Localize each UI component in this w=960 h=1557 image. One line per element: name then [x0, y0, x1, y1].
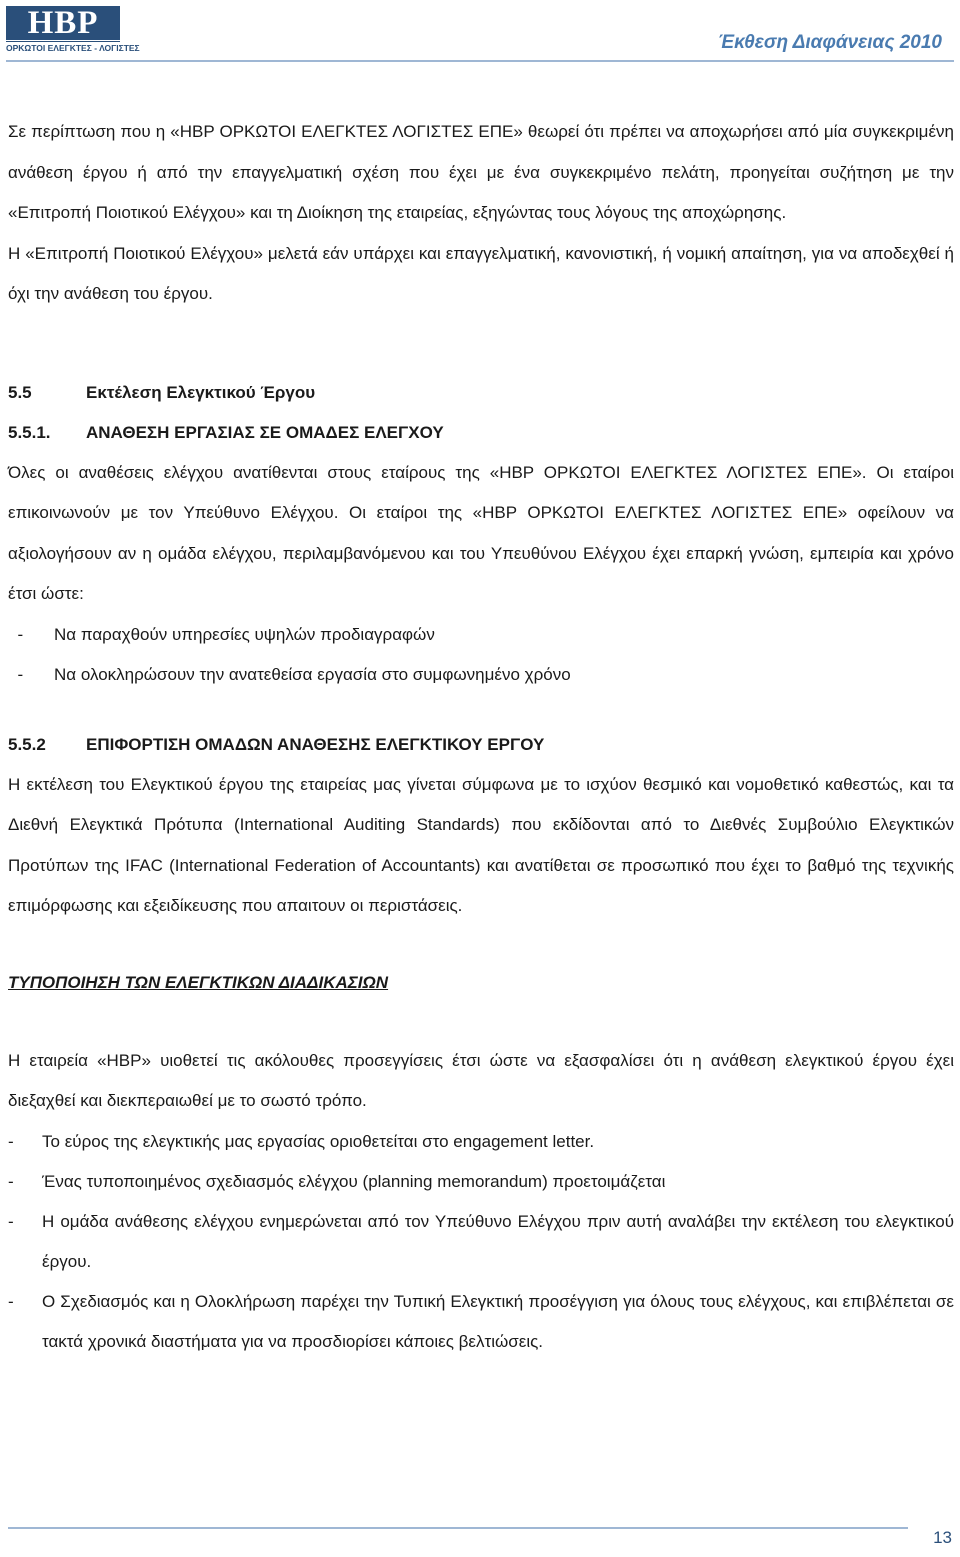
standardization-heading: ΤΥΠΟΠΟΙΗΣΗ ΤΩΝ ΕΛΕΓΚΤΙΚΩΝ ΔΙΑΔΙΚΑΣΙΩΝ: [8, 972, 389, 992]
list-item: - Η ομάδα ανάθεσης ελέγχου ενημερώνεται από τον Υπεύθυνο Ελέγχου πριν αυτή αναλάβει την εκτέλεση του ελεγκτικού έργου.: [8, 1202, 954, 1282]
report-title: Έκθεση Διαφάνειας 2010: [717, 32, 942, 53]
logo-subtitle: ΟΡΚΩΤΟΙ ΕΛΕΓΚΤΕΣ - ΛΟΓΙΣΤΕΣ: [6, 43, 140, 53]
section-5-5-2-body: Η εκτέλεση του Ελεγκτικού έργου της εταιρείας μας γίνεται σύμφωνα με το ισχύον θεσμικό και νομοθετικό καθεστώς, και τα Διεθνή Ελεγκτικά Πρότυπα (International Auditing Standards) που εκδίδονται από το Διεθνές Συμβούλιο Ελεγκτικών Προτύπων της IFAC (International Federation of Accountants) και ανατίθεται σε προσωπικό που έχει το βαθμό της τεχνικής επιμόρφωσης και εξειδίκευσης που απαιτουν οι περιστάσεις.: [8, 774, 954, 915]
list-item: - Το εύρος της ελεγκτικής μας εργασίας οριοθετείται στο engagement letter.: [8, 1122, 954, 1162]
list-item-text: Να παραχθούν υπηρεσίες υψηλών προδιαγραφών: [54, 624, 435, 644]
list-item-text: Ο Σχεδιασμός και η Ολοκλήρωση παρέχει την Τυπική Ελεγκτική προσέγγιση για όλους τους ελέγχους, και επιβλέπεται σε τακτά χρονικά διαστήματα για να προσδιορίσει κάποιες βελτιώσεις.: [42, 1291, 954, 1351]
list-item: - Να ολοκληρώσουν την ανατεθείσα εργασία στο συμφωνημένο χρόνο: [8, 655, 954, 695]
page-number: 13: [933, 1528, 952, 1547]
list-item-text: Να ολοκληρώσουν την ανατεθείσα εργασία στο συμφωνημένο χρόνο: [54, 664, 571, 684]
section-number: 5.5.2: [8, 734, 46, 754]
page-header: [0, 0, 960, 60]
section-title: ΕΠΙΦΟΡΤΙΣΗ ΟΜΑΔΩΝ ΑΝΑΘΕΣΗΣ ΕΛΕΓΚΤΙΚΟΥ ΕΡΓΟΥ: [86, 734, 545, 754]
document-body: [8, 112, 954, 1362]
list-item-text: Η ομάδα ανάθεσης ελέγχου ενημερώνεται από τον Υπεύθυνο Ελέγχου πριν αυτή αναλάβει την εκτέλεση του ελεγκτικού έργου.: [42, 1211, 954, 1271]
section-number: 5.5.1.: [8, 422, 51, 442]
section-title: ΑΝΑΘΕΣΗ ΕΡΓΑΣΙΑΣ ΣΕ ΟΜΑΔΕΣ ΕΛΕΓΧΟΥ: [86, 422, 444, 442]
list-item: - Να παραχθούν υπηρεσίες υψηλών προδιαγραφών: [8, 615, 954, 655]
company-logo: [6, 5, 140, 53]
intro-paragraph: Σε περίπτωση που η «HBP ΟΡΚΩΤΟΙ ΕΛΕΓΚΤΕΣ ΛΟΓΙΣΤΕΣ ΕΠΕ» θεωρεί ότι πρέπει να αποχωρήσει από μία συγκεκριμένη ανάθεση έργου ή από την επαγγελματική σχέση που έχει με ένα συγκεκριμένο πελάτη, προηγείται συζήτηση με την «Επιτροπή Ποιοτικού Ελέγχου» και τη Διοίκηση της εταιρείας, εξηγώντας τους λόγους της αποχώρησης.: [8, 122, 954, 222]
section-heading-5-5: [8, 373, 954, 413]
logo-mark: HBP: [6, 6, 120, 40]
list-item: - Ένας τυποποιημένος σχεδιασμός ελέγχου (planning memorandum) προετοιμάζεται: [8, 1162, 954, 1202]
footer-divider: [8, 1527, 908, 1529]
standardization-body: Η εταιρεία «HBP» υιοθετεί τις ακόλουθες προσεγγίσεις έτσι ώστε να εξασφαλίσει ότι η ανάθεση ελεγκτικού έργου έχει διεξαχθεί και διεκπεραιωθεί με το σωστό τρόπο.: [8, 1050, 954, 1110]
list-item-text: Το εύρος της ελεγκτικής μας εργασίας οριοθετείται στο engagement letter.: [42, 1131, 595, 1151]
list-item: - Ο Σχεδιασμός και η Ολοκλήρωση παρέχει την Τυπική Ελεγκτική προσέγγιση για όλους τους ελέγχους, και επιβλέπεται σε τακτά χρονικά διαστήματα για να προσδιορίσει κάποιες βελτιώσεις.: [8, 1282, 954, 1362]
header-divider: [6, 60, 954, 62]
section-5-5-1-body: Όλες οι αναθέσεις ελέγχου ανατίθενται στους εταίρους της «HBP ΟΡΚΩΤΟΙ ΕΛΕΓΚΤΕΣ ΛΟΓΙΣΤΕΣ ΕΠΕ». Οι εταίροι επικοινωνούν με τον Υπεύθυνο Ελέγχου. Οι εταίροι της «HBP ΟΡΚΩΤΟΙ ΕΛΕΓΚΤΕΣ ΛΟΓΙΣΤΕΣ ΕΠΕ» οφείλουν να αξιολογήσουν αν η ομάδα ελέγχου, περιλαμβανόμενου και του Υπευθύνου Ελέγχου έχει επαρκή γνώση, εμπειρία και χρόνο έτσι ώστε:: [8, 462, 954, 603]
section-number: 5.5: [8, 382, 32, 402]
section-heading-5-5-1: [8, 413, 954, 453]
intro-paragraph-2: Η «Επιτροπή Ποιοτικού Ελέγχου» μελετά εάν υπάρχει και επαγγελματική, κανονιστική, ή νομική απαίτηση, για να αποδεχθεί ή όχι την ανάθεση του έργου.: [8, 243, 954, 303]
list-item-text: Ένας τυποποιημένος σχεδιασμός ελέγχου (planning memorandum) προετοιμάζεται: [42, 1171, 666, 1191]
section-heading-5-5-2: [8, 725, 954, 765]
section-title: Εκτέλεση Ελεγκτικού Έργου: [86, 382, 316, 402]
